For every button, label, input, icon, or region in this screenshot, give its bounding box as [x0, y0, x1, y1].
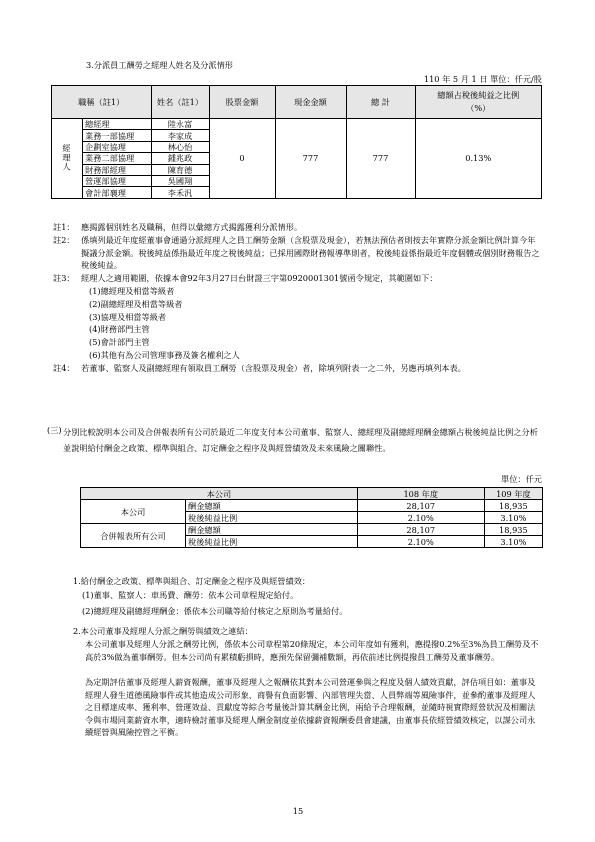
header-title: 職稱（註1）	[52, 86, 152, 119]
note-label: 註3：	[53, 273, 75, 284]
note-label: 註2：	[53, 234, 75, 245]
table-header-row	[52, 86, 542, 119]
row-name: 陳育德	[151, 164, 209, 175]
row-name: 李禾汎	[151, 187, 209, 198]
group-label	[52, 119, 83, 199]
section-iii-text: 分別比較說明本公司及合併報表所有公司於最近二年度支付本公司董事、監察人、總經理及副總經理酬金總額占稅後純益比例之分析並說明給付酬金之政策、標準與組合、訂定酬金之程序及與經營績效及未來風險之關聯性。	[63, 427, 538, 453]
row-name: 陸永富	[151, 119, 209, 130]
list-item: (1)總經理及相當等級者	[89, 285, 175, 296]
row-title: 業務一部協理	[83, 130, 152, 141]
policy-item-2-para-2: 為定期評估董事及經理人薪資報酬，董事及經理人之報酬依其對本公司營運參與之程度及個人績效貢獻，評估項目如：董事及經理人發生道德風險事件或其他造成公司形象、商譽有負面影響、內部管理失當、人員弊端等風險事件，並參酌董事及經理人之目標達成率、獲利率、營運效益、貢獻度等綜合考量後計算其酬金比例，兩給予合理報酬，並隨時視實際經營狀況及相關法令與市場同業薪資水準，適時檢討董事及經理人酬金制度並依據薪資報酬委員會建議，由董事長依經營績效核定，以謀公司永續經營與風險控管之平衡。	[85, 677, 536, 738]
policy-item-2: 2.本公司董事及經理人分派之酬勞與績效之連結：	[73, 626, 253, 636]
unit-label: 單位：仟元	[501, 474, 542, 484]
note-1	[53, 221, 543, 234]
section-iii	[47, 424, 544, 456]
group-name: 合併報表所有公司	[81, 524, 186, 548]
ratio-value: 0.13%	[415, 119, 542, 199]
total-value: 777	[346, 119, 415, 199]
header-cash: 現金金額	[275, 86, 346, 119]
notes	[53, 221, 543, 375]
row-title: 營運部協理	[83, 175, 152, 186]
row-item: 稅後純益比例	[186, 536, 358, 548]
header-name: 姓名（註1）	[151, 86, 209, 119]
note-text: 經理人之適用範圍，依據本會92年3月27日台財證三字第0920001301號函令規定，其範圍如下：	[81, 273, 438, 284]
row-item: 酬金總額	[186, 500, 358, 512]
header-total: 總 計	[346, 86, 415, 119]
note-3-list	[53, 285, 543, 362]
row-title: 企劃室協理	[83, 141, 152, 152]
row-y109: 3.10%	[484, 512, 542, 524]
date-unit: 110 年 5 月 1 日 單位：仟元/股	[423, 74, 542, 84]
row-name: 林心怡	[151, 141, 209, 152]
list-item: (2)總經理及副總經理酬金：係依本公司職等給付核定之原則為考量給付。	[82, 605, 348, 616]
group-label-text: 經理人	[62, 143, 72, 172]
table-header-row	[81, 488, 543, 500]
section-iii-label: (三)	[47, 425, 62, 435]
compensation-comparison-table	[80, 487, 543, 548]
row-y109: 3.10%	[484, 536, 542, 548]
group-name: 本公司	[81, 500, 186, 524]
row-title: 總經理	[83, 119, 152, 130]
row-name: 李家成	[151, 130, 209, 141]
row-y108: 28,107	[357, 500, 484, 512]
header-109: 109 年度	[484, 488, 542, 500]
row-title: 財務部經理	[83, 164, 152, 175]
row-y108: 2.10%	[357, 536, 484, 548]
cash-value: 777	[275, 119, 346, 199]
table-row	[81, 500, 543, 512]
policy-item-2-para-1: 本公司董事及經理人分派之酬勞比例，係依本公司章程第20條規定，本公司年度如有獲利，應提撥0.2%至3%為員工酬勞及不高於3%做為董事酬勞。但本公司尚有累積虧損時，應預先保留彌補數額，再依前述比例提撥員工酬勞及董事酬勞。	[85, 639, 539, 662]
note-label: 註1：	[53, 222, 75, 232]
note-text: 若董事、監察人及副總經理有領取員工酬勞（含股票及現金）者，除填列附表一之二外，另應再填列本表。	[81, 362, 466, 373]
note-4	[53, 362, 543, 375]
note-2	[53, 234, 543, 272]
table-row	[52, 119, 542, 130]
header-stock: 股票金額	[209, 86, 275, 119]
list-item: (4)財務部門主管	[89, 324, 150, 335]
row-y109: 18,935	[484, 524, 542, 536]
page-number: 15	[292, 806, 304, 816]
row-title: 會計部襄理	[83, 187, 152, 198]
row-y108: 2.10%	[357, 512, 484, 524]
section-heading: 3.分派員工酬勞之經理人姓名及分派情形	[86, 60, 233, 70]
list-item: (3)協理及相當等級者	[89, 311, 167, 322]
list-item: (6)其他有為公司管理事務及簽名權利之人	[89, 349, 240, 360]
header-company: 本公司	[81, 488, 358, 500]
row-name: 鍾兆政	[151, 153, 209, 164]
list-item: (5)會計部門主管	[89, 337, 150, 348]
header-ratio: 總額占稅後純益之比例（%）	[415, 86, 542, 119]
list-item: (1)董事、監察人：車馬費、酬勞：依本公司章程規定給付。	[82, 590, 299, 600]
row-y109: 18,935	[484, 500, 542, 512]
note-text: 應揭露個別姓名及職稱，但得以彙總方式揭露獲利分派情形。	[81, 222, 303, 232]
row-item: 稅後純益比例	[186, 512, 358, 524]
header-108: 108 年度	[357, 488, 484, 500]
note-text: 係填列最近年度經董事會通過分派經理人之員工酬勞金額（含股票及現金），若無法預估者則按去年實際分派金額比例計算今年擬議分派金額。稅後純益係指最近年度之稅後純益；已採用國際財務報導準則者，稅後純益係指最近年度個體或個別財務報告之稅後純益。	[81, 234, 540, 271]
policy-item-1: 1.給付酬金之政策、標準與組合、訂定酬金之程序及與經營績效：	[73, 576, 311, 586]
note-label: 註4：	[53, 362, 75, 373]
row-name: 吳國翔	[151, 175, 209, 186]
note-3	[53, 272, 543, 285]
manager-compensation-table	[51, 85, 542, 199]
stock-value: 0	[209, 119, 275, 199]
table-row	[81, 524, 543, 536]
list-item: (2)副總經理及相當等級者	[89, 298, 183, 309]
policy-item-1-sub	[82, 589, 542, 618]
row-item: 酬金總額	[186, 524, 358, 536]
row-y108: 28,107	[357, 524, 484, 536]
row-title: 業務二部協理	[83, 153, 152, 164]
